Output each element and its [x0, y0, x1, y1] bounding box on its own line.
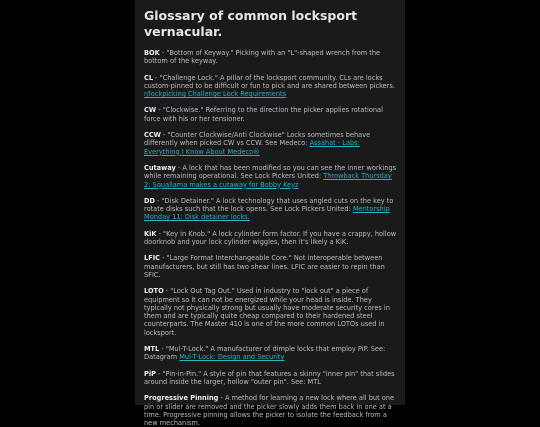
- glossary-definition: - "Pin-in-Pin." A style of pin that features a skinny "inner pin" that slides around inside the larger, hollow "outer pin". See: MTL: [144, 369, 395, 386]
- glossary-term: CCW: [144, 131, 161, 140]
- glossary-entry: [144, 370, 397, 387]
- glossary-term: LFIC: [144, 254, 160, 263]
- glossary-entry: [144, 345, 397, 362]
- glossary-term: BOK: [144, 49, 160, 57]
- glossary-term: KiK: [144, 229, 157, 238]
- reference-link[interactable]: Mul-T-Lock: Design and Security: [179, 353, 285, 362]
- glossary-page: [135, 0, 405, 427]
- glossary-entry: [144, 49, 397, 66]
- glossary-term: Progressive Pinning: [144, 394, 219, 403]
- glossary-definition: - A lock that has been modified so you can see the inner workings while remaining operational. See Lock Pickers United:: [144, 163, 397, 181]
- glossary-entry: [144, 254, 397, 279]
- glossary-entry: [144, 287, 397, 337]
- glossary-definition: - A method for learning a new lock where all but one pin or slider are removed and the picker slowly adds them back in one at a time. Progressive pinning allows the picker to isolate the feedback from a new mechanism.: [144, 394, 395, 427]
- glossary-term: Cutaway: [144, 163, 176, 172]
- glossary-list: [144, 49, 397, 427]
- glossary-definition: - "Challenge Lock." A pillar of the locksport community. CLs are locks custom-pinned to be difficult or fun to pick and are shared between pickers.: [144, 73, 395, 90]
- glossary-term: CW: [144, 106, 157, 115]
- reference-link[interactable]: r/lockpicking Challenge Lock Requirements: [144, 90, 287, 99]
- glossary-entry: [144, 197, 397, 222]
- glossary-term: MTL: [144, 345, 160, 354]
- glossary-definition: - "Large Format Interchangeable Core." Not interoperable between manufacturers, but still has two shear lines. LFIC are easier to repin than SFIC.: [144, 254, 385, 279]
- glossary-definition: - "Bottom of Keyway." Picking with an "L"-shaped wrench from the bottom of the keyway.: [144, 49, 381, 66]
- glossary-term: LOTO: [144, 287, 164, 296]
- glossary-entry: [144, 131, 397, 156]
- reference-link[interactable]: Throwback Thursday 2: Squallama makes a cutaway for Bobby Keyz: [144, 172, 392, 189]
- glossary-entry: [144, 164, 397, 189]
- glossary-term: DD: [144, 196, 155, 205]
- glossary-entry: [144, 394, 397, 427]
- glossary-definition: - "Mul-T-Lock." A manufacturer of dimple locks that employ PiP. See: Datagram: [144, 345, 386, 362]
- page-title: Glossary of common locksport vernacular.: [144, 8, 358, 39]
- reference-link[interactable]: Assahat - Labs: Everything I Know About Medeco®: [144, 139, 360, 156]
- glossary-definition: - "Counter Clockwise/Anti Clockwise" Locks sometimes behave differently when picked CW vs CCW. See Medeco:: [144, 131, 371, 148]
- glossary-definition: - "Disk Detainer." A lock technology that uses angled cuts on the key to rotate disks such that the lock opens. See Lock Pickers United:: [144, 196, 394, 214]
- glossary-definition: - "Key in Knob." A lock cylinder form factor. If you have a crappy, hollow doorknob and your lock cylinder wiggles, then it's likely a KiK.: [144, 229, 397, 247]
- glossary-entry: [144, 106, 397, 123]
- glossary-entry: [144, 230, 397, 247]
- glossary-term: CL: [144, 73, 154, 82]
- glossary-content: [135, 0, 405, 427]
- glossary-definition: - "Clockwise." Referring to the direction the picker applies rotational force with his or her tensioner.: [144, 106, 383, 123]
- reference-link[interactable]: Mentorship Monday 11: Disk detainer locks.: [144, 205, 390, 222]
- glossary-definition: - "Lock Out Tag Out." Used in industry to "lock out" a piece of equipment so it can not be energized while your head is inside. They typically not physically strong but usually have moderate security cores in them and are typically quite cheap compared to their hardened steel counterparts. The Master 410 is one of the more common LOTOs used in locksport.: [144, 287, 390, 337]
- glossary-entry: [144, 74, 397, 99]
- glossary-term: PiP: [144, 369, 156, 378]
